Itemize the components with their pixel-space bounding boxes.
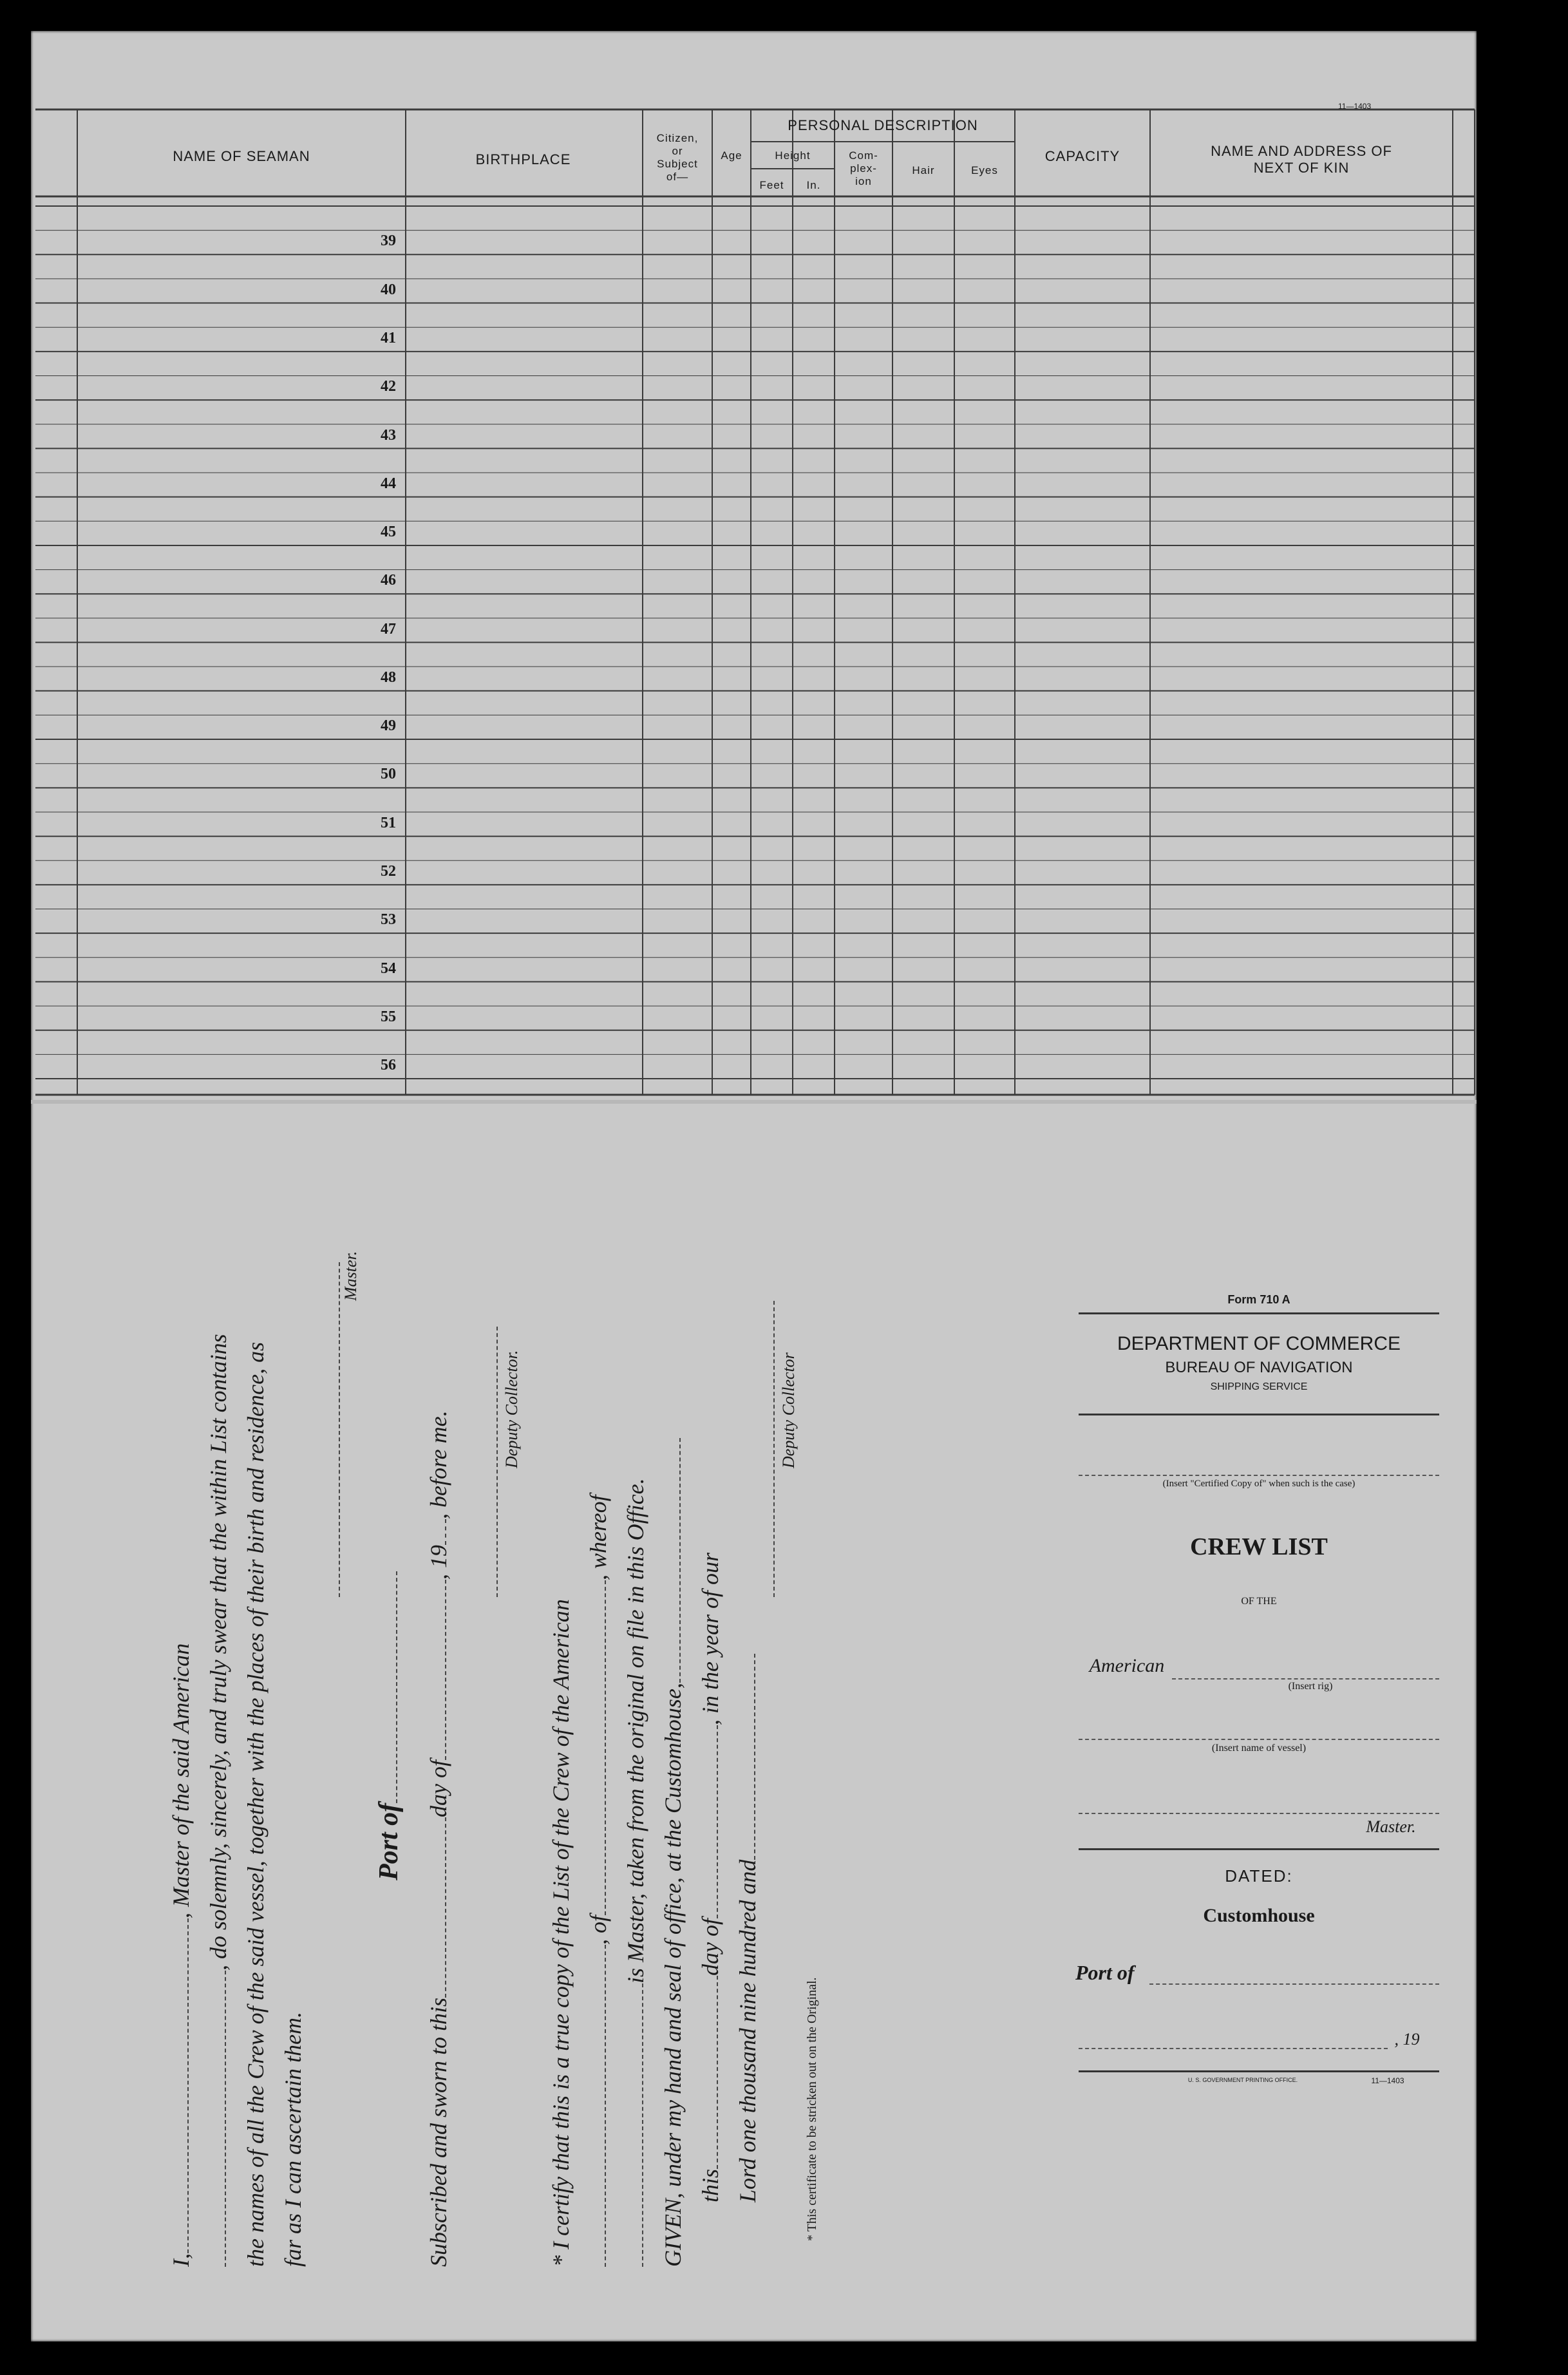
header-eyes: Eyes	[971, 164, 998, 176]
header-citizen: Citizen, or Subject of—	[656, 132, 699, 183]
header-personal-description: PERSONAL DESCRIPTION	[788, 117, 978, 133]
deputy-collector-label-1: Deputy Collector.	[502, 1350, 521, 1468]
sworn-line: Subscribed and sworn to thisday of, 19, before me.	[426, 1410, 451, 2267]
dated-label: DATED:	[1225, 1866, 1293, 1886]
row-number: 45	[381, 524, 396, 541]
row-number: 39	[381, 232, 396, 250]
printer-credit: U. S. GOVERNMENT PRINTING OFFICE.	[1187, 2077, 1298, 2083]
bureau-title: BUREAU OF NAVIGATION	[1165, 1359, 1353, 1376]
row-number: 55	[381, 1008, 396, 1025]
service-title: SHIPPING SERVICE	[1210, 1381, 1308, 1392]
cover-form-code: 11—1403	[1371, 2076, 1404, 2085]
cert-line-4: GIVEN, under my hand and seal of office, at the Customhouse,	[659, 1438, 686, 2267]
row-number: 42	[381, 378, 396, 395]
cert-line-1: * I certify that this is a true copy of the List of the Crew of the American	[548, 1599, 574, 2267]
insert-rig-note: (Insert rig)	[1288, 1681, 1333, 1692]
insert-vessel-note: (Insert name of vessel)	[1211, 1743, 1307, 1754]
header-feet: Feet	[759, 179, 784, 191]
oath-line-2: , do solemnly, sincerely, and truly swear that the within List contains	[205, 1334, 232, 2267]
oath-line-4: far as I can ascertain them.	[280, 2012, 306, 2267]
row-number: 44	[381, 475, 396, 492]
row-number: 40	[381, 281, 396, 298]
row-number: 46	[381, 572, 396, 589]
form-code-top: 11—1403	[1338, 102, 1372, 111]
header-inches: In.	[806, 179, 821, 191]
header-capacity: CAPACITY	[1044, 148, 1120, 164]
cert-line-3: is Master, taken from the original on file in this Office.	[622, 1478, 649, 2267]
row-number: 52	[381, 863, 396, 880]
deputy-collector-label-2: Deputy Collector	[779, 1352, 798, 1468]
header-age: Age	[721, 149, 742, 162]
header-complexion: Com- plex- ion	[849, 149, 878, 187]
row-number: 53	[381, 911, 396, 929]
row-number: 54	[381, 960, 396, 977]
cert-line-2: , of, whereof	[585, 1495, 612, 2267]
row-number: 47	[381, 620, 396, 638]
certificate-footnote: * This certificate to be stricken out on the Original.	[805, 1977, 819, 2241]
insert-copy-note: (Insert "Certified Copy of" when such is the case)	[1162, 1479, 1355, 1489]
row-number: 51	[381, 814, 396, 831]
header-birthplace: BIRTHPLACE	[475, 151, 571, 167]
row-number: 50	[381, 766, 396, 783]
row-number: 41	[381, 329, 396, 346]
header-hair: Hair	[912, 164, 935, 176]
master-signature-label: Master.	[341, 1251, 360, 1301]
master-label: Master.	[1366, 1817, 1416, 1836]
row-number: 43	[381, 426, 396, 444]
cover-year: , 19	[1394, 2030, 1420, 2049]
row-number: 49	[381, 717, 396, 735]
row-number: 48	[381, 668, 396, 686]
port-of-label: Port of	[373, 1571, 404, 1880]
oath-line-3: the names of all the Crew of the said vessel, together with the places of their birth and residence, as	[243, 1341, 269, 2267]
customhouse-label: Customhouse	[1203, 1905, 1315, 1926]
american-label: American	[1089, 1655, 1165, 1676]
cert-line-6: Lord one thousand nine hundred and	[734, 1654, 761, 2202]
row-number: 56	[381, 1057, 396, 1074]
crew-list-title: CREW LIST	[1190, 1533, 1328, 1560]
form-number: Form 710 A	[1227, 1293, 1290, 1306]
header-height: Height	[775, 149, 811, 162]
oath-and-certificate	[155, 1185, 992, 2267]
header-name-of-seaman: NAME OF SEAMAN	[173, 148, 310, 164]
header-next-of-kin: NAME AND ADDRESS OF NEXT OF KIN	[1211, 143, 1392, 176]
department-title: DEPARTMENT OF COMMERCE	[1117, 1333, 1401, 1354]
port-of-cover: Port of	[1075, 1961, 1135, 1984]
cert-line-5: thisday of, in the year of our	[697, 1553, 723, 2202]
of-the-label: OF THE	[1241, 1596, 1277, 1607]
oath-line-1: I,, Master of the said American	[168, 1643, 194, 2267]
